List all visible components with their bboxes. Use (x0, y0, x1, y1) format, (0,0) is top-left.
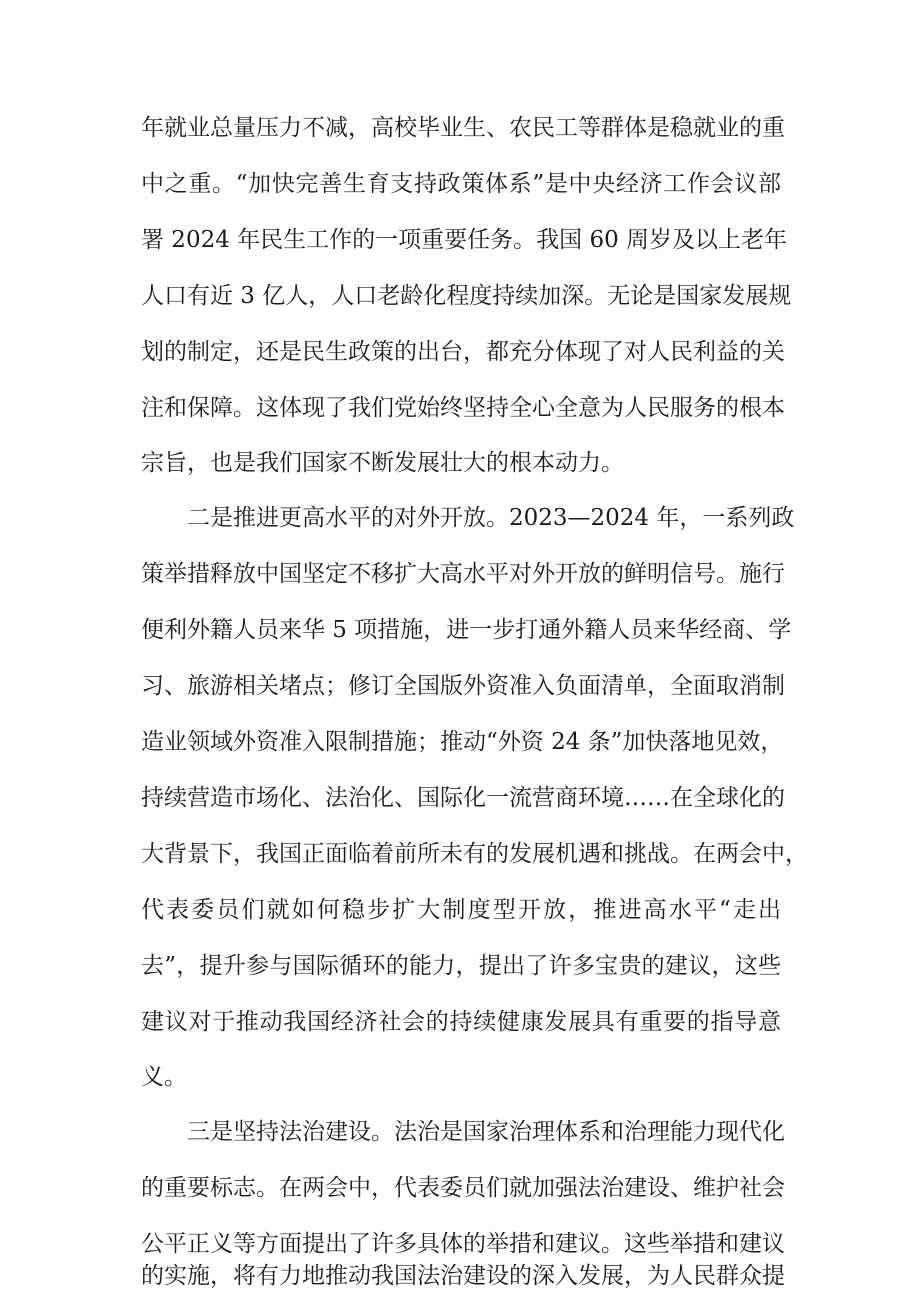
text-line: 便利外籍人员来华 5 项措施，进一步打通外籍人员来华经商、学 (141, 617, 792, 643)
text-line: 公平正义等方面提出了许多具体的举措和建议。这些举措和建议 (141, 1231, 785, 1257)
text-line: 去”，提升参与国际循环的能力，提出了许多宝贵的建议，这些 (141, 953, 781, 979)
text-line: 大背景下，我国正面临着前所未有的发展机遇和挑战。在两会中， (141, 841, 808, 867)
text-line: 注和保障。这体现了我们党始终坚持全心全意为人民服务的根本 (141, 395, 785, 421)
text-line: 署 2024 年民生工作的一项重要任务。我国 60 周岁及以上老年 (141, 227, 788, 253)
text-line: 义。 (141, 1064, 187, 1090)
text-line: 人口有近 3 亿人，人口老龄化程度持续加深。无论是国家发展规 (141, 283, 792, 309)
text-line: 持续营造市场化、法治化、国际化一流营商环境……在全球化的 (141, 785, 785, 811)
text-line: 造业领域外资准入限制措施；推动“外资 24 条”加快落地见效， (141, 729, 784, 755)
text-line: 的实施，将有力地推动我国法治建设的深入发展，为人民群众提 (141, 1263, 785, 1289)
text-line: 宗旨，也是我们国家不断发展壮大的根本动力。 (141, 450, 624, 476)
text-line: 中之重。“加快完善生育支持政策体系”是中央经济工作会议部 (141, 171, 781, 197)
text-line: 年就业总量压力不减，高校毕业生、农民工等群体是稳就业的重 (141, 115, 785, 141)
text-line: 划的制定，还是民生政策的出台，都充分体现了对人民利益的关 (141, 339, 785, 365)
text-line: 的重要标志。在两会中，代表委员们就加强法治建设、维护社会 (141, 1175, 785, 1201)
paragraph-first-line: 三是坚持法治建设。法治是国家治理体系和治理能力现代化 (187, 1119, 785, 1145)
text-line: 策举措释放中国坚定不移扩大高水平对外开放的鲜明信号。施行 (141, 561, 785, 587)
text-line: 建议对于推动我国经济社会的持续健康发展具有重要的指导意 (141, 1009, 781, 1035)
paragraph-first-line: 二是推进更高水平的对外开放。2023—2024 年，一系列政 (187, 505, 795, 531)
text-line: 习、旅游相关堵点；修订全国版外资准入负面清单，全面取消制 (141, 673, 785, 699)
text-line: 代表委员们就如何稳步扩大制度型开放，推进高水平“走出 (141, 897, 781, 923)
